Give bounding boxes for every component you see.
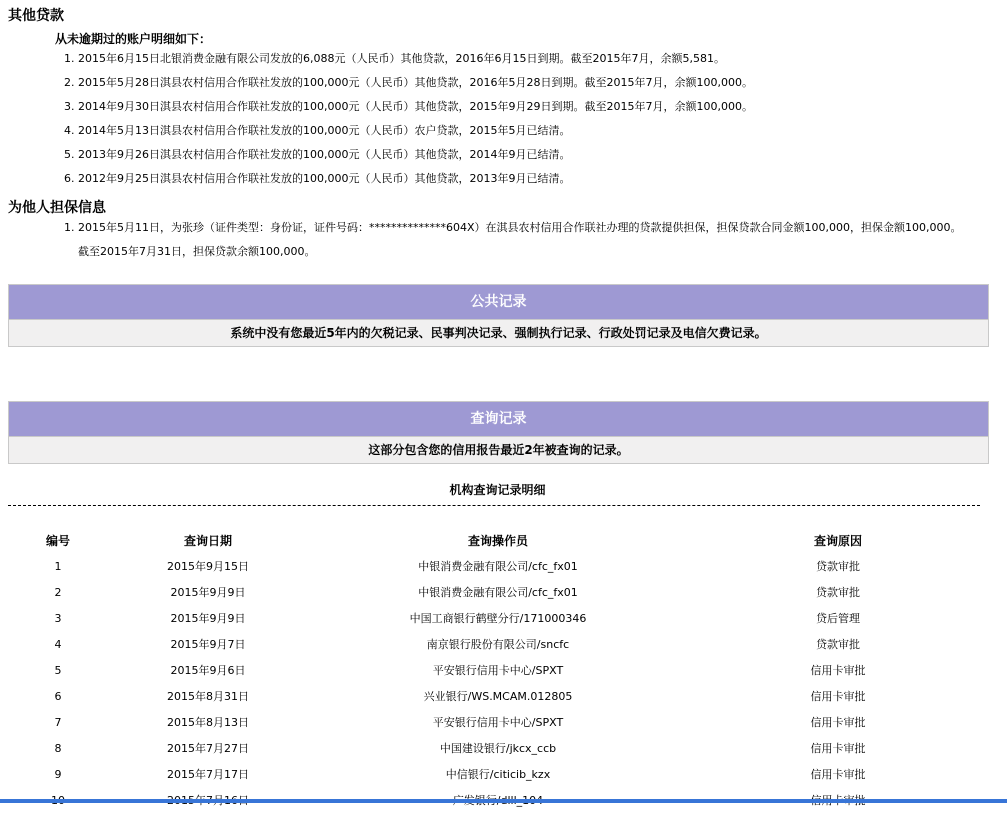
col-header-date: 查询日期 xyxy=(183,533,232,548)
other-loan-item: 2. 2015年5月28日淇县农村信用合作联社发放的100,000元（人民币）其他贷款，2016年5月28日到期。截至2015年7月，余额100,000。 xyxy=(78,71,968,95)
col-header-reason: 查询原因 xyxy=(813,533,862,548)
table-row xyxy=(8,709,988,735)
cell-reason: 贷款审批 xyxy=(816,586,860,599)
cell-operator: 中国建设银行/jkcx_ccb xyxy=(439,742,557,755)
query-records-panel xyxy=(8,401,989,464)
table-row xyxy=(8,605,988,631)
col-header-number: 编号 xyxy=(45,533,70,548)
cell-date: 2015年9月9日 xyxy=(170,612,246,625)
guarantee-title: 为他人担保信息 xyxy=(8,200,106,216)
table-row xyxy=(8,683,988,709)
table-row xyxy=(8,579,988,605)
cell-date: 2015年9月6日 xyxy=(170,664,246,677)
cell-date: 2015年9月7日 xyxy=(170,638,246,651)
public-records-panel xyxy=(8,284,989,347)
cell-date: 2015年7月17日 xyxy=(167,768,249,781)
cell-number: 9 xyxy=(54,767,62,781)
cell-number: 1 xyxy=(54,559,62,573)
query-records-body: 这部分包含您的信用报告最近2年被查询的记录。 xyxy=(368,443,629,457)
cell-operator: 中银消费金融有限公司/cfc_fx01 xyxy=(418,586,578,599)
cell-operator: 南京银行股份有限公司/sncfc xyxy=(426,638,570,651)
cell-date: 2015年9月9日 xyxy=(170,586,246,599)
table-body xyxy=(8,553,988,813)
table-header-row xyxy=(8,527,988,553)
cell-reason: 贷后管理 xyxy=(816,612,860,625)
guarantee-list xyxy=(30,216,968,264)
cell-reason: 贷款审批 xyxy=(816,638,860,651)
cell-operator: 兴业银行/WS.MCAM.012805 xyxy=(423,690,573,703)
cell-number: 5 xyxy=(54,663,62,677)
cell-reason: 贷款审批 xyxy=(816,560,860,573)
table-row xyxy=(8,735,988,761)
query-detail-title: 机构查询记录明细 xyxy=(449,483,546,497)
cell-number: 7 xyxy=(54,715,62,729)
query-records-header: 查询记录 xyxy=(9,402,988,437)
other-loan-item: 3. 2014年9月30日淇县农村信用合作联社发放的100,000元（人民币）其他贷款，2015年9月29日到期。截至2015年7月，余额100,000。 xyxy=(78,95,968,119)
table-row xyxy=(8,553,988,579)
other-loans-list xyxy=(30,47,968,191)
cell-number: 4 xyxy=(54,637,62,651)
cell-number: 6 xyxy=(54,689,62,703)
cell-reason: 信用卡审批 xyxy=(810,768,866,781)
other-loan-item: 5. 2013年9月26日淇县农村信用合作联社发放的100,000元（人民币）其他贷款，2014年9月已结清。 xyxy=(78,143,968,167)
bottom-bar xyxy=(0,799,1007,803)
col-header-operator: 查询操作员 xyxy=(467,533,528,548)
dashed-divider xyxy=(8,505,980,507)
cell-reason: 信用卡审批 xyxy=(810,690,866,703)
guarantee-item: 1. 2015年5月11日，为张珍（证件类型：身份证，证件号码：**************604X）在淇县农村信用合作联社办理的贷款提供担保，担保贷款合同金额100,000，担保金额100,000。截至2015年7月31日，担保贷款余额100,000。 xyxy=(78,216,968,264)
cell-reason: 信用卡审批 xyxy=(810,742,866,755)
cell-reason: 信用卡审批 xyxy=(810,716,866,729)
cell-date: 2015年8月13日 xyxy=(167,716,249,729)
cell-number: 2 xyxy=(54,585,62,599)
other-loans-title: 其他贷款 xyxy=(8,8,64,24)
cell-operator: 中国工商银行鹤壁分行/171000346 xyxy=(409,612,587,625)
cell-date: 2015年9月15日 xyxy=(167,560,249,573)
query-records-table xyxy=(8,527,988,813)
cell-date: 2015年8月31日 xyxy=(167,690,249,703)
other-loans-subtitle: 从未逾期过的账户明细如下： xyxy=(55,32,212,46)
cell-operator: 中银消费金融有限公司/cfc_fx01 xyxy=(418,560,578,573)
cell-number: 8 xyxy=(54,741,62,755)
public-records-body: 系统中没有您最近5年内的欠税记录、民事判决记录、强制执行记录、行政处罚记录及电信欠费记录。 xyxy=(230,326,767,340)
cell-operator: 平安银行信用卡中心/SPXT xyxy=(432,716,564,729)
table-row xyxy=(8,631,988,657)
public-records-header: 公共记录 xyxy=(9,285,988,320)
other-loan-item: 4. 2014年5月13日淇县农村信用合作联社发放的100,000元（人民币）农户贷款，2015年5月已结清。 xyxy=(78,119,968,143)
cell-reason: 信用卡审批 xyxy=(810,664,866,677)
cell-operator: 中信银行/citicib_kzx xyxy=(445,768,551,781)
cell-number: 3 xyxy=(54,611,62,625)
cell-operator: 平安银行信用卡中心/SPXT xyxy=(432,664,564,677)
cell-date: 2015年7月27日 xyxy=(167,742,249,755)
table-row xyxy=(8,657,988,683)
other-loan-item: 1. 2015年6月15日北银消费金融有限公司发放的6,088元（人民币）其他贷款，2016年6月15日到期。截至2015年7月，余额5,581。 xyxy=(78,47,968,71)
table-row xyxy=(8,761,988,787)
other-loan-item: 6. 2012年9月25日淇县农村信用合作联社发放的100,000元（人民币）其他贷款，2013年9月已结清。 xyxy=(78,167,968,191)
